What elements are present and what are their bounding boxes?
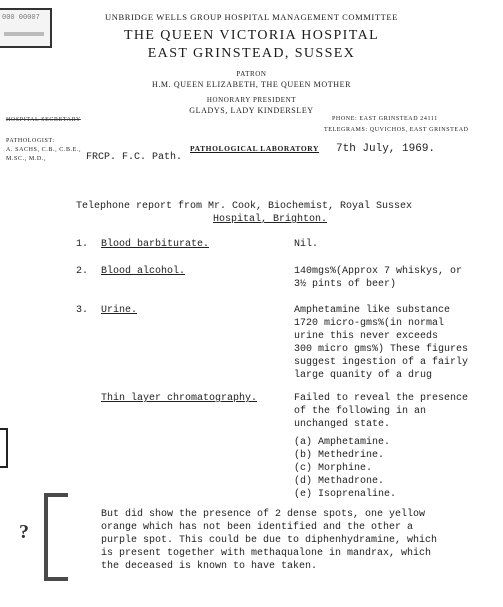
closing-line: is present together with methaqualone in mandrax, which xyxy=(101,548,432,559)
president-label: HONORARY PRESIDENT xyxy=(206,96,297,104)
substance-item: (c) Morphine. xyxy=(294,463,373,474)
substance-item: (e) Isoprenaline. xyxy=(294,489,397,500)
item-2-value-line: 3½ pints of beer) xyxy=(294,279,397,290)
item-3-label: Urine. xyxy=(101,305,138,316)
item-1-label: Blood barbiturate. xyxy=(101,239,210,250)
item-4-label: Thin layer chromatography. xyxy=(101,393,258,404)
item-3-number: 3. xyxy=(76,305,89,316)
closing-line: the deceased is known to have taken. xyxy=(101,561,318,572)
department-name: PATHOLOGICAL LABORATORY xyxy=(190,144,320,153)
item-3-value-line: 1720 micro-gms%(in normal xyxy=(294,318,445,329)
telegram-address: TELEGRAMS: QUVICHOS, EAST GRINSTEAD xyxy=(324,127,469,133)
substance-item: (b) Methedrine. xyxy=(294,450,385,461)
closing-line: orange which has not been identified and the other a xyxy=(101,522,414,533)
item-1-value: Nil. xyxy=(294,239,319,250)
item-4-value-line: of the following in an xyxy=(294,406,427,417)
item-2-value-line: 140mgs%(Approx 7 whiskys, or xyxy=(294,266,463,277)
closing-line: But did show the presence of 2 dense spots, one yellow xyxy=(101,509,426,520)
report-heading-line-2: Hospital, Brighton. xyxy=(213,214,328,225)
item-1-number: 1. xyxy=(76,239,89,250)
report-date: 7th July, 1969. xyxy=(336,143,436,155)
president-name: GLADYS, LADY KINDERSLEY xyxy=(189,106,314,115)
item-4-value-line: Failed to reveal the presence xyxy=(294,393,469,404)
stamp-text: 000 00007 xyxy=(2,14,40,22)
substance-item: (d) Methadrone. xyxy=(294,476,385,487)
pathologist-credentials-2: M.SC., M.D., xyxy=(6,156,47,162)
phone-number: PHONE: EAST GRINSTEAD 24111 xyxy=(332,116,438,122)
item-3-value-line: Amphetamine like substance xyxy=(294,305,451,316)
pathologist-credentials-1: A. SACHS, C.B., C.B.E., xyxy=(6,147,82,153)
committee-name: UNBRIDGE WELLS GROUP HOSPITAL MANAGEMENT COMMITTEE xyxy=(104,12,399,22)
report-heading-line-1: Telephone report from Mr. Cook, Biochemist, Royal Sussex xyxy=(76,201,413,212)
item-3-value-line: suggest ingestion of a fairly xyxy=(294,357,469,368)
patron-label: PATRON xyxy=(236,70,267,78)
hospital-name: THE QUEEN VICTORIA HOSPITAL xyxy=(123,28,380,43)
substance-item: (a) Amphetamine. xyxy=(294,437,391,448)
secretary-label: HOSPITAL SECRETARY xyxy=(6,117,81,123)
item-4-value-line: unchanged state. xyxy=(294,419,391,430)
hospital-location: EAST GRINSTEAD, SUSSEX xyxy=(147,46,356,61)
margin-bracket xyxy=(44,493,68,581)
item-2-label: Blood alcohol. xyxy=(101,266,186,277)
pathologist-typed-credentials: FRCP. F.C. Path. xyxy=(86,152,183,163)
left-edge-tab xyxy=(0,428,8,468)
margin-question-mark: ? xyxy=(19,521,29,543)
item-3-value-line: urine this never exceeds xyxy=(294,331,439,342)
item-3-value-line: large quanity of a drug xyxy=(294,370,433,381)
closing-line: purple spot. This could be due to diphenhydramine, which xyxy=(101,535,438,546)
pathologist-label: PATHOLOGIST: xyxy=(6,138,55,144)
patron-name: H.M. QUEEN ELIZABETH, THE QUEEN MOTHER xyxy=(151,80,352,89)
item-3-value-line: 300 micro gms%) These figures xyxy=(294,344,469,355)
item-2-number: 2. xyxy=(76,266,89,277)
